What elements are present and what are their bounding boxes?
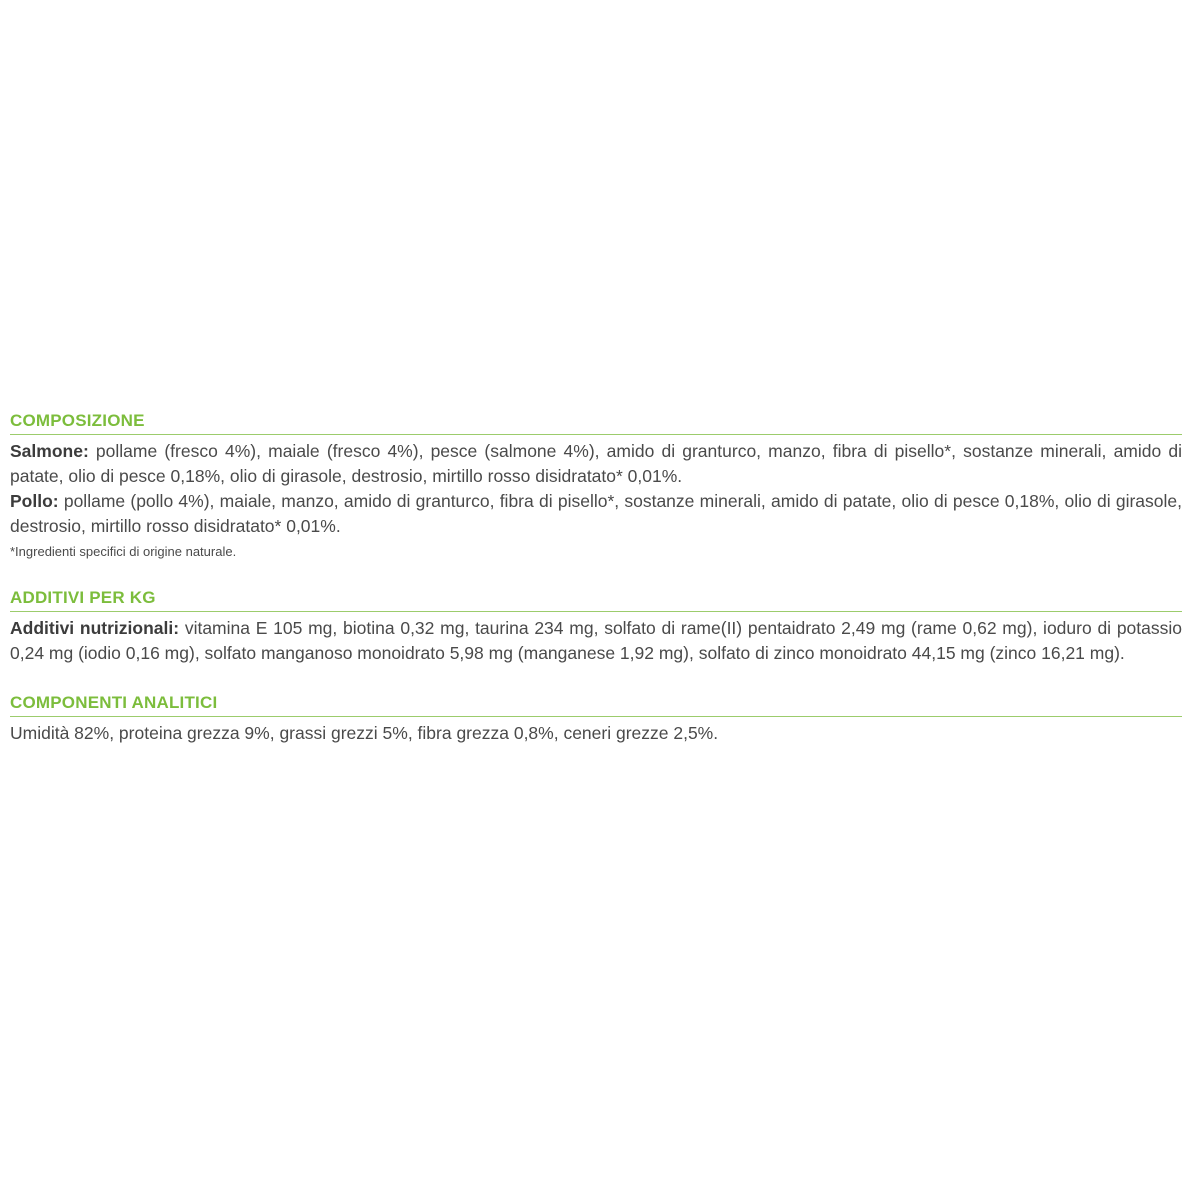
- analytical-section: [10, 692, 1182, 746]
- additives-list: vitamina E 105 mg, biotina 0,32 mg, taurina 234 mg, solfato di rame(II) pentaidrato 2,49 mg (rame 0,62 mg), ioduro di potassio 0,24 mg (iodio 0,16 mg), solfato manganoso monoidrato 5,98 mg (manganese 1,92 mg), solfato di zinco monoidrato 44,15 mg (zinco 16,21 mg).: [10, 618, 1182, 663]
- additives-heading: ADDITIVI PER KG: [10, 587, 1182, 612]
- chicken-label: Pollo:: [10, 491, 59, 511]
- chicken-composition: [10, 489, 1182, 539]
- ingredients-footnote: *Ingredienti specifici di origine naturale.: [10, 544, 237, 559]
- composition-heading: COMPOSIZIONE: [10, 410, 1182, 435]
- salmon-composition: [10, 439, 1182, 489]
- analytical-components: Umidità 82%, proteina grezza 9%, grassi grezzi 5%, fibra grezza 0,8%, ceneri grezze 2,5%.: [10, 723, 719, 743]
- label-content: [10, 410, 1182, 746]
- salmon-label: Salmone:: [10, 441, 89, 461]
- nutritional-additives: [10, 616, 1182, 666]
- analytical-heading: COMPONENTI ANALITICI: [10, 692, 1182, 717]
- additives-section: [10, 587, 1182, 666]
- composition-section: [10, 410, 1182, 561]
- chicken-ingredients: pollame (pollo 4%), maiale, manzo, amido di granturco, fibra di pisello*, sostanze minerali, amido di patate, olio di pesce 0,18%, olio di girasole, destrosio, mirtillo rosso disidratato* 0,01%.: [10, 491, 1182, 536]
- salmon-ingredients: pollame (fresco 4%), maiale (fresco 4%), pesce (salmone 4%), amido di granturco, manzo, fibra di pisello*, sostanze minerali, amido di patate, olio di pesce 0,18%, olio di girasole, destrosio, mirtillo rosso disidratato* 0,01%.: [10, 441, 1182, 486]
- additives-label: Additivi nutrizionali:: [10, 618, 180, 638]
